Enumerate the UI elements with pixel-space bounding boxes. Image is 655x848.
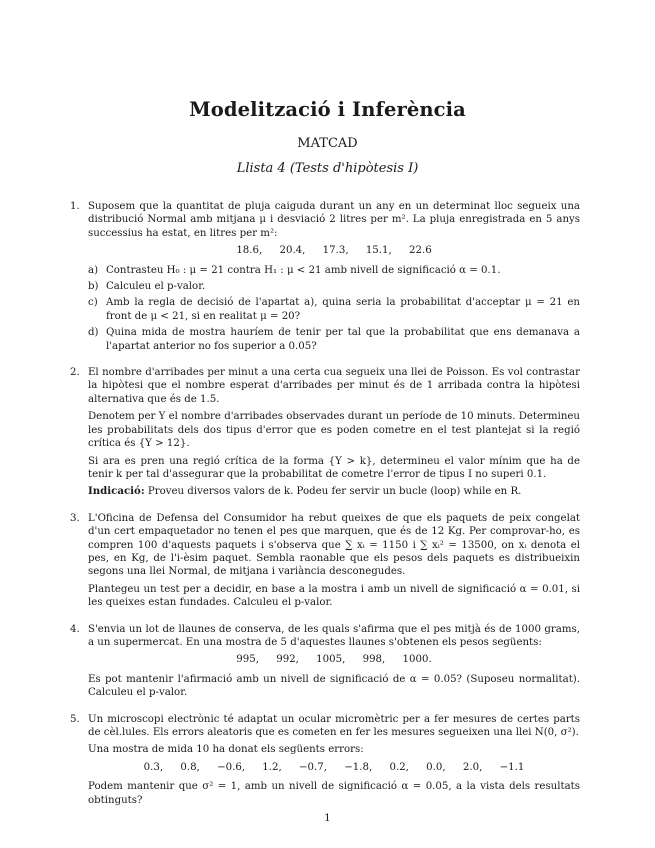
problem-text: El nombre d'arribades per minut a una certa cua segueix una llei de Poisson. Es vol contrastar la hipòtesi que el nombre esperat d'arribades per minut és de 1 arribada contra la hipòtesi alternativa que és de 1.5.: [88, 367, 580, 405]
subquestion: [88, 296, 580, 323]
data-value: 1.2,: [262, 761, 282, 773]
data-value: 0.8,: [180, 761, 200, 773]
problem-text: Plantegeu un test per a decidir, en base a la mostra i amb un nivell de significació α = 0.01, si les queixes estan fundades. Calculeu el p-valor.: [88, 583, 580, 609]
hint-text: Proveu diversos valors de k. Podeu fer servir un bucle (loop) while en R.: [147, 486, 522, 498]
problem-text: S'envia un lot de llaunes de conserva, de les quals s'afirma que el pes mitjà és de 1000 grams, a un supermercat. En una mostra de 5 d'aquestes llaunes s'obtenen els pesos següents:: [88, 623, 580, 648]
data-value: −0.7,: [299, 761, 327, 773]
problem-5: [70, 713, 580, 807]
data-value: −1.1: [499, 761, 525, 773]
subquestions: [88, 264, 580, 353]
data-value: −1.8,: [344, 761, 373, 773]
subquestion-text: Calculeu el p-valor.: [106, 281, 206, 293]
problem-text: Un microscopi electrònic té adaptat un ocular micromètric per a fer mesures de certes parts de cèl.lules. Els errors aleatoris que es cometen en fer les mesures segueixen una llei N(0, σ²).: [88, 713, 580, 738]
subquestion-label: c): [88, 297, 98, 309]
problem-text: Una mostra de mida 10 ha donat els següents errors:: [88, 744, 364, 756]
problem-text: Si ara es pren una regió crítica de la forma {Y > k}, determineu el valor mínim que ha de tenir k per tal d'assegurar que la probabilitat de cometre l'error de tipus I no superi 0.1.: [88, 455, 580, 480]
problem-number: 1.: [70, 201, 80, 212]
problem-text: L'Oficina de Defensa del Consumidor ha rebut queixes de que els paquets de peix congelat d'un cert empaquetador no tenen el pes que marquen, que és de 12 Kg. Per comprovar-ho, es compren 100 d'aquests paquets i s'observa que ∑ xᵢ = 1150 i ∑ xᵢ² = 13500, on xᵢ denota el pes, en Kg, de l'i-èsim paquet. Sembla raonable que els pesos dels paquets es distribueixin segons una llei Normal, de mitjana i variància desconegudes.: [88, 512, 580, 578]
problem-number: 3.: [70, 512, 80, 524]
data-value: 0.2,: [389, 761, 409, 773]
data-value: 20.4,: [279, 245, 306, 257]
data-value: 18.6,: [236, 245, 263, 257]
problem-list: [70, 200, 580, 820]
problem-number: 2.: [70, 367, 80, 379]
subquestion-text: Amb la regla de decisió de l'apartat a), quina seria la probabilitat d'acceptar μ = 21 en front de μ < 21, si en realitat μ = 20?: [106, 297, 580, 322]
problem-2: [70, 366, 580, 499]
problem-text: Denotem per Y el nombre d'arribades observades durant un període de 10 minuts. Determineu les probabilitats dels dos tipus d'error que es poden cometre en el test plantejat si la regió crítica és {Y > 12}.: [88, 411, 580, 450]
data-value: 0.3,: [143, 761, 164, 773]
hint: [88, 485, 580, 498]
problem-number: 5.: [70, 713, 80, 725]
subquestion: [88, 280, 580, 293]
subquestion-text: Contrasteu H₀ : μ = 21 contra H₁ : μ < 21 amb nivell de significació α = 0.1.: [106, 264, 501, 276]
subquestion: [88, 326, 580, 353]
data-values: [88, 761, 580, 774]
data-value: 995,: [236, 654, 259, 666]
page-number: 1: [324, 812, 331, 824]
course-name: MATCAD: [297, 136, 358, 151]
data-value: 2.0,: [462, 761, 483, 773]
data-value: 15.1,: [365, 245, 392, 257]
subquestion-text: Quina mida de mostra hauríem de tenir per tal que la probabilitat que ens demanava a l'apartat anterior no fos superior a 0.05?: [106, 327, 580, 352]
list-title: Llista 4 (Tests d'hipòtesis I): [236, 161, 419, 176]
document-title: Modelització i Inferència: [189, 98, 466, 121]
data-value: 17.3,: [322, 245, 349, 257]
subquestion-label: a): [88, 264, 99, 276]
problem-text: Es pot mantenir l'afirmació amb un nivell de significació de α = 0.05? (Suposeu normalitat). Calculeu el p-valor.: [88, 673, 580, 699]
hint-label: Indicació:: [88, 485, 145, 498]
problem-text: Suposem que la quantitat de pluja caiguda durant un any en un determinat lloc segueix una distribució Normal amb mitjana μ i desviació 2 litres per m². La pluja enregistrada en 5 anys successius ha estat, en litres per m²:: [88, 201, 580, 239]
subquestion: [88, 264, 580, 277]
data-value: −0.6,: [217, 761, 246, 773]
subquestion-label: d): [88, 327, 99, 339]
problem-4: [70, 623, 580, 700]
problem-text: Podem mantenir que σ² = 1, amb un nivell de significació α = 0.05, a la vista dels resultats obtinguts?: [88, 781, 580, 806]
data-value: 1005,: [316, 654, 346, 666]
data-value: 992,: [276, 654, 299, 666]
data-values: [88, 653, 580, 666]
data-value: 1000.: [402, 654, 432, 666]
subquestion-label: b): [88, 281, 99, 293]
data-value: 0.0,: [426, 761, 446, 773]
data-value: 998,: [362, 654, 386, 666]
problem-3: [70, 512, 580, 610]
data-value: 22.6: [409, 245, 432, 257]
data-values: [88, 244, 580, 257]
problem-number: 4.: [70, 623, 80, 635]
problem-1: [70, 200, 580, 353]
